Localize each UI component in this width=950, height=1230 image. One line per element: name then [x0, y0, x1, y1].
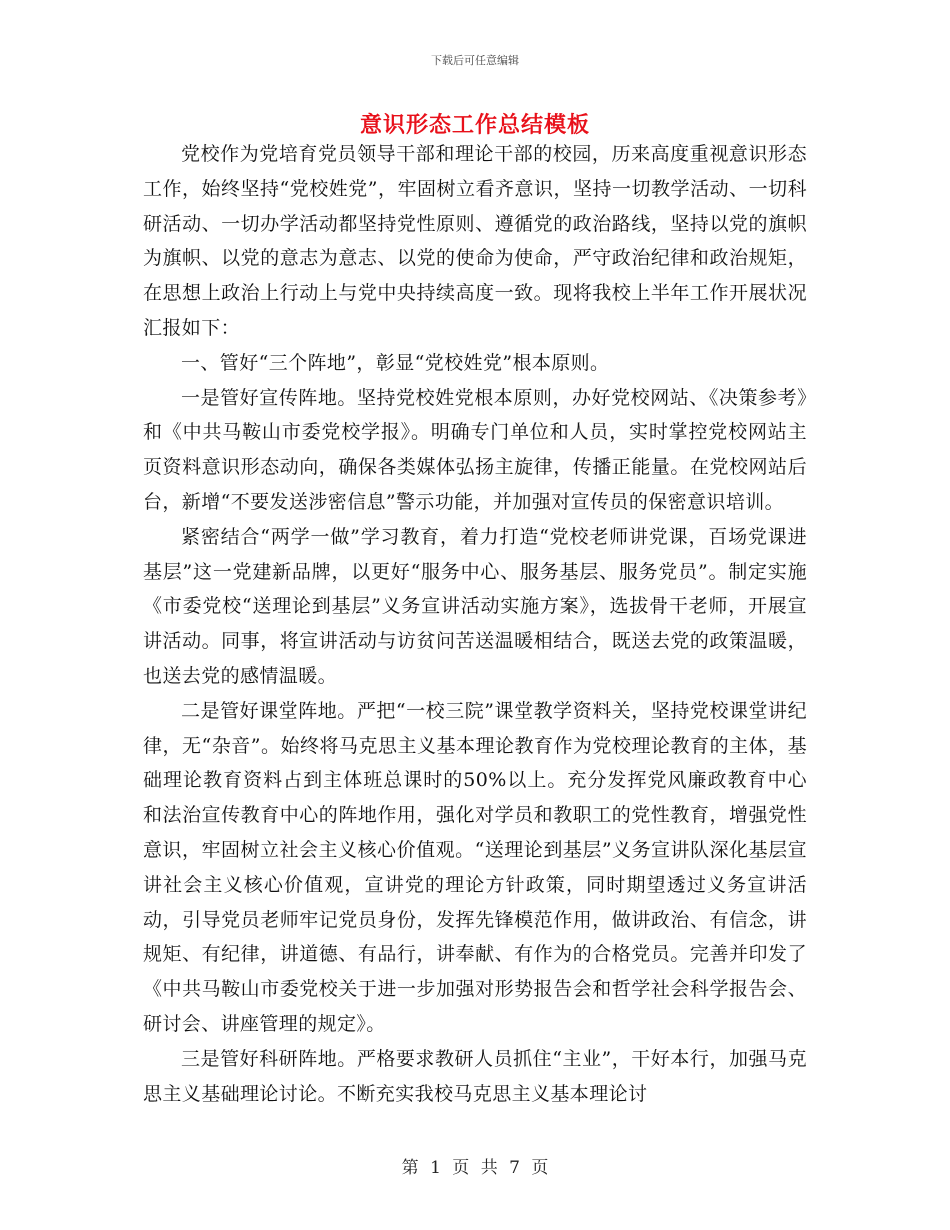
- page-footer-number: 第 1 页 共 7 页: [401, 1158, 549, 1178]
- paragraph-classroom: 二是管好课堂阵地。严把“一校三院”课堂教学资料关，坚持党校课堂讲纪律，无“杂音”。始终将马克思主义基本理论教育作为党校理论教育的主体，基础理论教育资料占到主体班总课时的50%以上。充分发挥党风廉政教育中心和法治宣传教育中心的阵地作用，强化对学员和教职工的党性教育，增强党性意识，牢固树立社会主义核心价值观。“送理论到基层”义务宣讲队深化基层宣讲社会主义核心价值观，宣讲党的理论方针政策，同时期望透过义务宣讲活动，引导党员老师牢记党员身份，发挥先锋模范作用，做讲政治、有信念，讲规矩、有纪律，讲道德、有品行，讲奉献、有作为的合格党员。完善并印发了《中共马鞍山市委党校关于进一步加强对形势报告会和哲学社会科学报告会、研讨会、讲座管理的规定》。: [143, 699, 807, 1035]
- paragraph-research: 三是管好科研阵地。严格要求教研人员抓住“主业”，干好本行，加强马克思主义基础理论讨论。不断充实我校马克思主义基本理论讨: [143, 1047, 807, 1105]
- document-title: 意识形态工作总结模板: [359, 112, 590, 138]
- paragraph-propaganda: 一是管好宣传阵地。坚持党校姓党根本原则，办好党校网站、《决策参考》和《中共马鞍山市委党校学报》。明确专门单位和人员，实时掌控党校网站主页资料意识形态动向，确保各类媒体弘扬主旋律，传播正能量。在党校网站后台，新增“不要发送涉密信息”警示功能，并加强对宣传员的保密意识培训。: [143, 386, 807, 513]
- paragraph-study-education: 紧密结合“两学一做”学习教育，着力打造“党校老师讲党课，百场党课进基层”这一党建新品牌，以更好“服务中心、服务基层、服务党员”。制定实施《市委党校“送理论到基层”义务宣讲活动实施方案》，选拔骨干老师，开展宣讲活动。同事，将宣讲活动与访贫问苦送温暖相结合，既送去党的政策温暖，也送去党的感情温暖。: [143, 525, 807, 687]
- document-body: [143, 137, 807, 1111]
- paragraph-intro: 党校作为党培育党员领导干部和理论干部的校园，历来高度重视意识形态工作，始终坚持“党校姓党”，牢固树立看齐意识，坚持一切教学活动、一切科研活动、一切办学活动都坚持党性原则、遵循党的政治路线，坚持以党的旗帜为旗帜、以党的意志为意志、以党的使命为使命，严守政治纪律和政治规矩，在思想上政治上行动上与党中央持续高度一致。现将我校上半年工作开展状况汇报如下：: [143, 143, 807, 339]
- paragraph-section-heading: 一、管好“三个阵地”，彰显“党校姓党”根本原则。: [181, 351, 610, 374]
- page-header-note: 下载后可任意编辑: [431, 54, 519, 67]
